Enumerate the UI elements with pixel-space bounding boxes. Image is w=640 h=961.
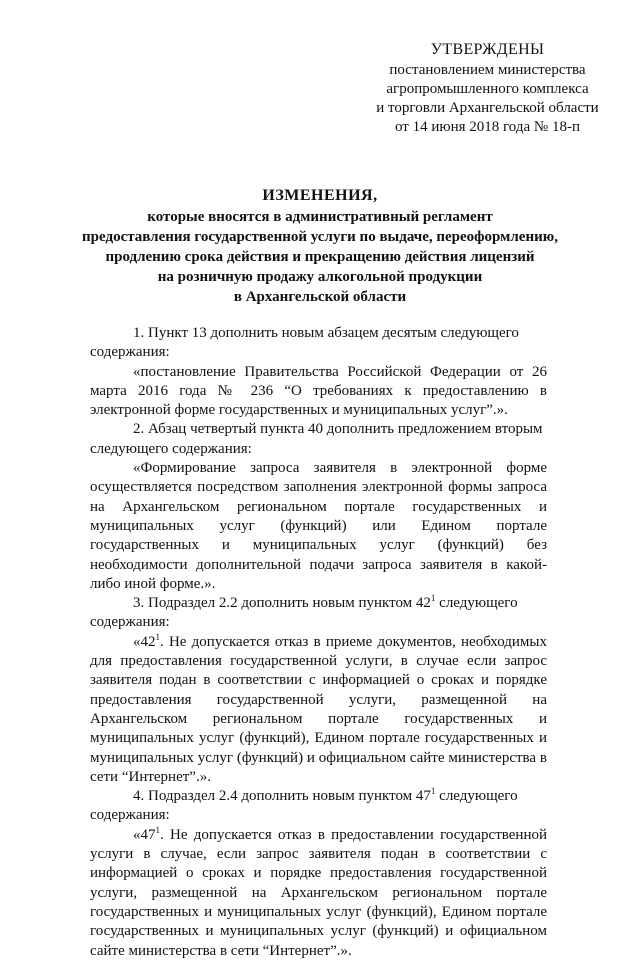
item-4-quote-superscript: 1 <box>155 824 160 835</box>
item-3-continuation: содержания: <box>90 614 170 631</box>
document-body <box>90 324 547 961</box>
item-4-quote <box>90 826 547 961</box>
title-line: продлению срока действия и прекращению действия лицензий <box>105 249 535 265</box>
item-1-intro: 1. Пункт 13 дополнить новым абзацем десятым следующего <box>133 325 519 341</box>
item-3-quote-text: . Не допускается отказ в приеме документов, необходимых для предоставления государственной услуги, в случае если запрос заявителя подан в соответствии с информацией о сроках и порядке предоставления государственной услуги, размещенной на Архангельском региональном портале государственных и муниципальных услуг (функций), Едином портале государственных и муниципальных услуг (функций) и официальном сайте министерства в сети “Интернет”.». <box>90 633 547 785</box>
title-line: которые вносятся в административный регламент <box>147 209 493 225</box>
item-1-quote: «постановление Правительства Российской Федерации от 26 марта 2016 года № 236 “О требованиях к предоставлению в электронной форме государственных и муниципальных услуг”.». <box>90 363 547 419</box>
item-3-intro <box>90 594 547 613</box>
item-3-quote <box>90 633 547 787</box>
item-4-intro <box>90 787 547 806</box>
approval-date-line: от 14 июня 2018 года № 18-п <box>395 119 580 135</box>
title-line: в Архангельской области <box>233 289 407 305</box>
title-line: на розничную продажу алкогольной продукции <box>157 269 483 285</box>
title-line: предоставления государственной услуги по выдаче, переоформлению, <box>82 229 558 245</box>
item-3-intro-text: 3. Подраздел 2.2 дополнить новым пунктом 42 <box>133 595 431 612</box>
item-4-quote-number: «47 <box>133 826 156 843</box>
item-4-quote-text: . Не допускается отказ в предоставлении государственной услуги в случае, если запрос заявителя подан в соответствии с информацией о сроках и порядке предоставления государственной услуги, размещенной на Архангельском региональном портале государственных и муниципальных услуг (функций), Едином портале государственных и муниципальных услуг (функций) и официальном сайте министерства в сети “Интернет”.». <box>90 826 547 959</box>
item-4-intro-text: 4. Подраздел 2.4 дополнить новым пунктом 47 <box>133 788 431 805</box>
item-3-quote-number: «42 <box>133 633 156 650</box>
document-title <box>80 186 560 307</box>
approval-line: и торговли Архангельской области <box>376 100 599 116</box>
item-2-intro: 2. Абзац четвертый пункта 40 дополнить предложением вторым <box>133 421 543 438</box>
title-heading: ИЗМЕНЕНИЯ, <box>262 187 378 204</box>
approval-heading: УТВЕРЖДЕНЫ <box>430 41 545 58</box>
item-4-intro-tail: следующего <box>435 788 518 805</box>
approval-line: постановлением министерства <box>389 62 586 78</box>
item-1-continuation: содержания: <box>90 344 170 361</box>
approval-line: агропромышленного комплекса <box>386 81 589 97</box>
item-3-intro-tail: следующего <box>435 595 518 612</box>
item-2-continuation: следующего содержания: <box>90 440 252 457</box>
item-3-quote-superscript: 1 <box>155 631 160 642</box>
item-4-superscript: 1 <box>430 786 436 797</box>
approval-block <box>350 40 625 137</box>
item-4-continuation: содержания: <box>90 807 170 824</box>
item-3-superscript: 1 <box>430 593 436 604</box>
item-2-quote: «Формирование запроса заявителя в электронной форме осуществляется посредством заполнения электронной формы запроса на Архангельском региональном портале государственных и муниципальных услуг (функций) или Едином портале государственных и муниципальных услуг (функций) без необходимости дополнительной подачи запроса заявителя в какой-либо иной форме.». <box>90 460 547 592</box>
